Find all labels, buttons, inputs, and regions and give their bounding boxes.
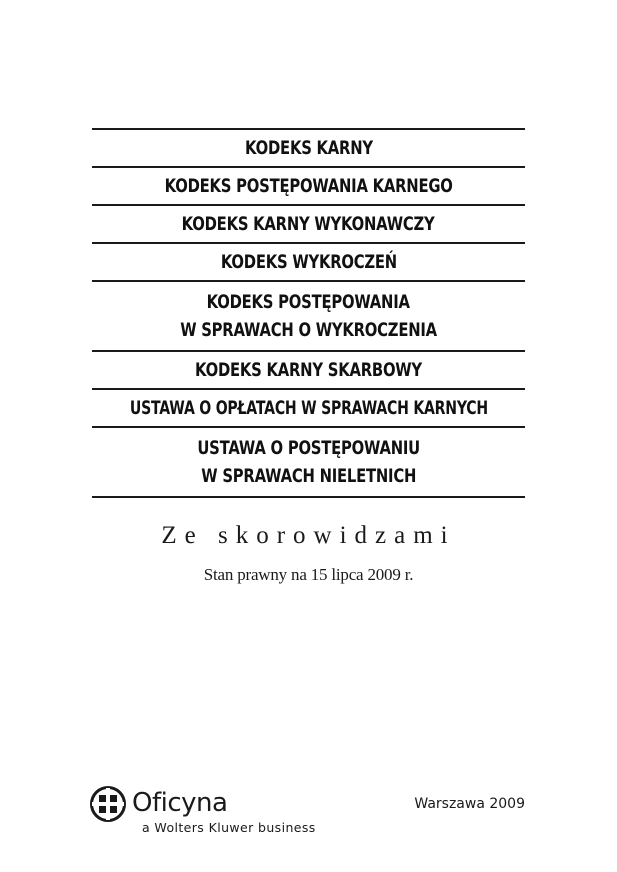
- title-line: W SPRAWACH O WYKROCZENIA: [180, 319, 437, 341]
- divider-rule: [92, 496, 525, 498]
- title-line: KODEKS KARNY SKARBOWY: [195, 359, 422, 381]
- title-kodeks-karny: [92, 130, 525, 166]
- city-year: Warszawa 2009: [414, 796, 525, 812]
- title-ustawa-o-oplatach: [92, 390, 525, 426]
- title-line: W SPRAWACH NIELETNICH: [201, 465, 416, 487]
- title-line: USTAWA O POSTĘPOWANIU: [197, 437, 420, 459]
- publisher-name: Oficyna: [132, 788, 228, 818]
- title-line: KODEKS WYKROCZEŃ: [220, 251, 397, 273]
- publisher-logo: [90, 786, 330, 840]
- title-kodeks-postepowania-karnego: [92, 168, 525, 204]
- title-kodeks-postepowania-wykroczenia: [92, 282, 525, 350]
- oficyna-logo-icon: [90, 786, 126, 822]
- title-line: KODEKS KARNY: [244, 137, 373, 159]
- title-ustawa-o-postepowaniu-nieletnich: [92, 428, 525, 496]
- title-line: KODEKS POSTĘPOWANIA KARNEGO: [164, 175, 453, 197]
- title-line: KODEKS KARNY WYKONAWCZY: [182, 213, 435, 235]
- title-line: USTAWA O OPŁATACH W SPRAWACH KARNYCH: [129, 397, 488, 419]
- title-line: KODEKS POSTĘPOWANIA: [206, 291, 411, 313]
- publisher-tagline: a Wolters Kluwer business: [142, 820, 316, 835]
- title-kodeks-karny-skarbowy: [92, 352, 525, 388]
- legal-status: Stan prawny na 15 lipca 2009 r.: [203, 565, 414, 584]
- subtitle: Ze skorowidzami: [161, 522, 456, 549]
- title-kodeks-karny-wykonawczy: [92, 206, 525, 242]
- title-list: [92, 128, 525, 498]
- title-kodeks-wykroczen: [92, 244, 525, 280]
